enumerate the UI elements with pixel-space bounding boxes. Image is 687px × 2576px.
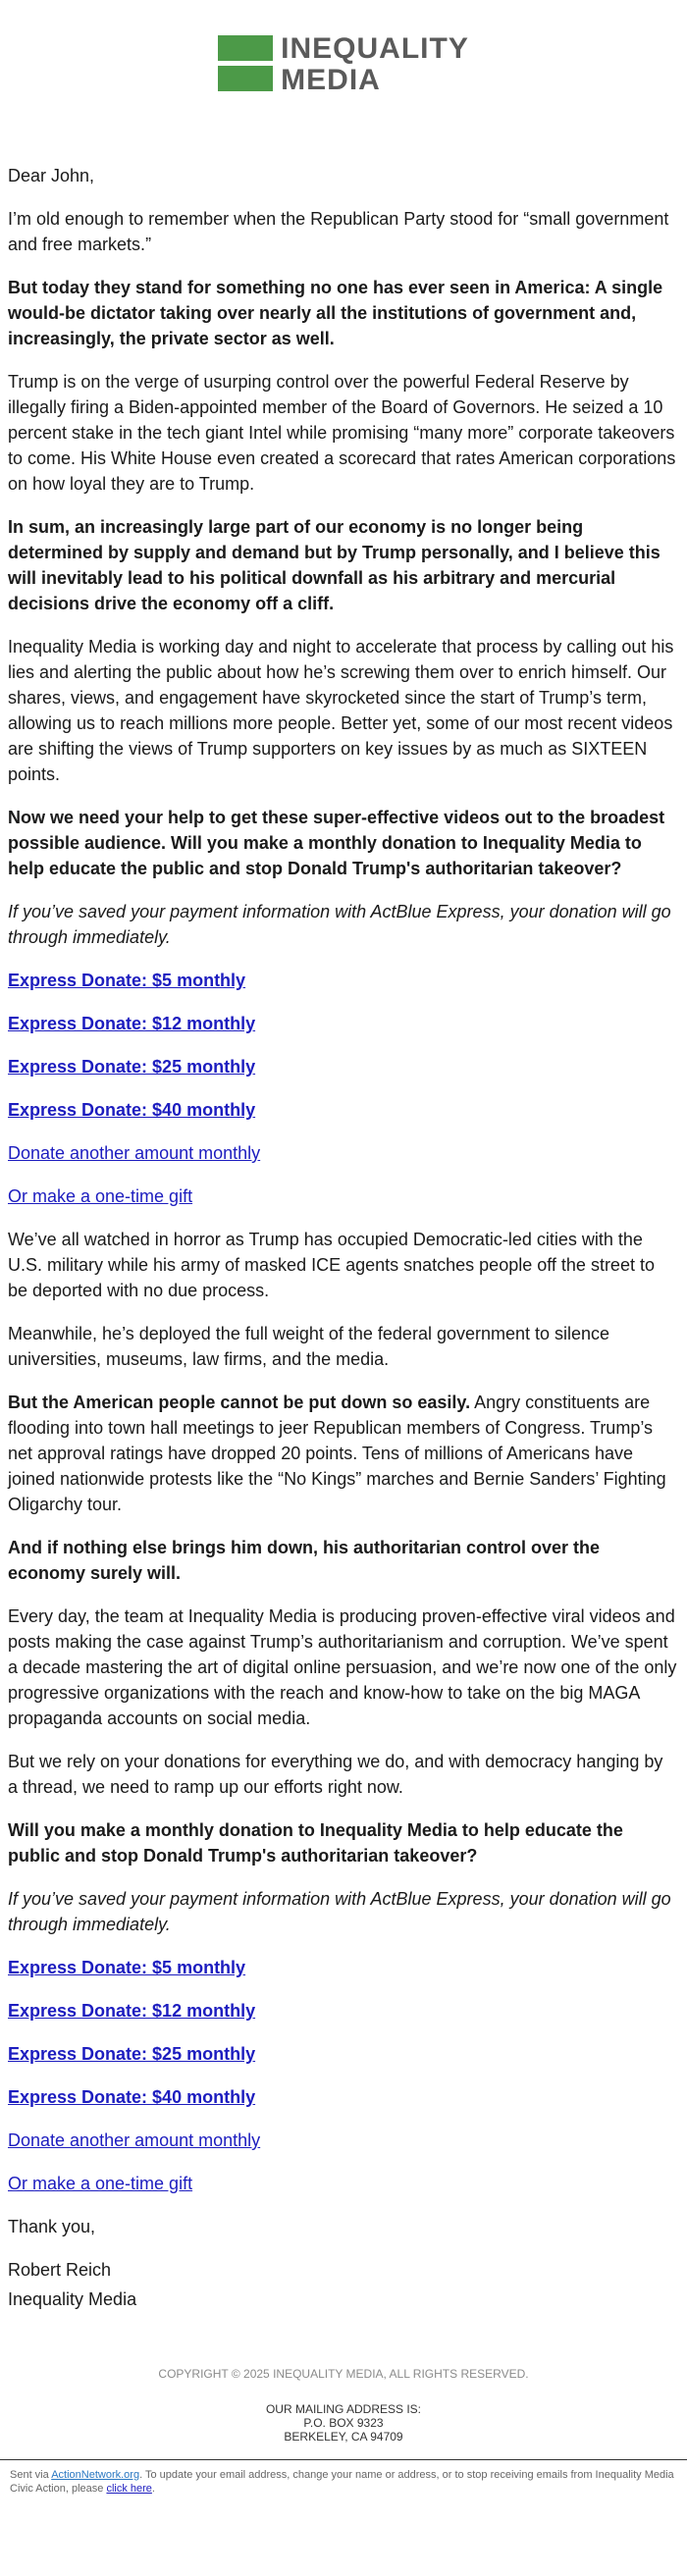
- header-logo: [0, 0, 687, 108]
- express-donate-12-link-2[interactable]: Express Donate: $12 monthly: [8, 2001, 256, 2021]
- express-donate-5-link[interactable]: Express Donate: $5 monthly: [8, 971, 246, 990]
- donate-block-2-item: [8, 1998, 677, 2024]
- donate-block-2-item: [8, 2171, 677, 2196]
- one-time-gift-link-2[interactable]: Or make a one-time gift: [8, 2174, 193, 2193]
- actionnetwork-link[interactable]: ActionNetwork.org: [51, 2469, 140, 2481]
- express-donate-12-link[interactable]: Express Donate: $12 monthly: [8, 1014, 256, 1033]
- paragraph-6: Now we need your help to get these super-effective videos out to the broadest possible audience. Will you make a monthly donation to Inequality Media to help educate the public and stop Donald Trump's authoritarian takeover?: [8, 808, 665, 878]
- logo-text: [281, 33, 469, 96]
- donate-block-1-item: [8, 1183, 677, 1209]
- sent-via-end: .: [151, 2483, 155, 2495]
- logo-line2: MEDIA: [281, 64, 381, 96]
- city-line: BERKELEY, CA 94709: [284, 2430, 403, 2444]
- express-donate-25-link-2[interactable]: Express Donate: $25 monthly: [8, 2044, 256, 2064]
- logo-line1: INEQUALITY: [281, 32, 469, 65]
- paragraph-1: I’m old enough to remember when the Republican Party stood for “small government and free markets.”: [8, 209, 669, 254]
- sent-via-bar: [0, 2459, 687, 2513]
- express-donate-5-link-2[interactable]: Express Donate: $5 monthly: [8, 1958, 246, 1977]
- mailing-address: [0, 2402, 687, 2444]
- email-footer: [0, 2367, 687, 2444]
- po-box: P.O. BOX 9323: [303, 2416, 384, 2430]
- click-here-link[interactable]: click here: [106, 2483, 152, 2495]
- sent-via-prefix: Sent via: [10, 2469, 52, 2481]
- one-time-gift-link[interactable]: Or make a one-time gift: [8, 1186, 193, 1206]
- paragraph-10: [8, 1390, 677, 1517]
- paragraph-10-rest: Angry constituents are flooding into town hall meetings to jeer Republican members of Congress. Trump’s net approval ratings have dropped 20 points. Tens of millions of Americans have joined nationwide protests like the “No Kings” marches and Bernie Sanders’ Fighting Oligarchy tour.: [8, 1393, 666, 1514]
- logo-bar-top: [218, 35, 273, 61]
- mailing-label: OUR MAILING ADDRESS IS:: [265, 2402, 422, 2416]
- express-donate-40-link[interactable]: Express Donate: $40 monthly: [8, 1100, 256, 1120]
- paragraph-10-bold: But the American people cannot be put down so easily.: [8, 1393, 471, 1412]
- paragraph-7: If you’ve saved your payment information with ActBlue Express, your donation will go through immediately.: [8, 902, 671, 947]
- inequality-media-logo: [218, 33, 469, 96]
- donate-other-amount-link-2[interactable]: Donate another amount monthly: [8, 2130, 261, 2150]
- paragraph-11: And if nothing else brings him down, his authoritarian control over the economy surely will.: [8, 1538, 601, 1583]
- donate-other-amount-link[interactable]: Donate another amount monthly: [8, 1143, 261, 1163]
- donate-block-1-item: [8, 968, 677, 993]
- paragraph-12: Every day, the team at Inequality Media is producing proven-effective viral videos and posts making the case against Trump’s authoritarianism and corruption. We’ve spent a decade mastering the art of digital online persuasion, and we’re now one of the only progressive organizations with the reach and know-how to take on the big MAGA propaganda accounts on social media.: [8, 1606, 677, 1728]
- paragraph-9: Meanwhile, he’s deployed the full weight of the federal government to silence universities, museums, law firms, and the media.: [8, 1324, 610, 1369]
- signature: [8, 2257, 677, 2312]
- signature-org: Inequality Media: [8, 2289, 137, 2309]
- donate-block-2-item: [8, 1955, 677, 1980]
- closing: Thank you,: [8, 2217, 96, 2236]
- greeting: Dear John,: [8, 166, 95, 185]
- donate-block-2-item: [8, 2041, 677, 2067]
- donate-block-1-item: [8, 1054, 677, 1079]
- donate-block-1-item: [8, 1011, 677, 1036]
- signature-name: Robert Reich: [8, 2260, 112, 2280]
- logo-bars-icon: [218, 33, 273, 91]
- logo-bar-bottom: [218, 66, 273, 91]
- paragraph-3: Trump is on the verge of usurping control over the powerful Federal Reserve by illegally firing a Biden-appointed member of the Board of Governors. He seized a 10 percent stake in the tech giant Intel while promising “many more” corporate takeovers to come. His White House even created a scorecard that rates American corporations on how loyal they are to Trump.: [8, 372, 676, 494]
- paragraph-15: If you’ve saved your payment information with ActBlue Express, your donation will go through immediately.: [8, 1889, 671, 1934]
- express-donate-40-link-2[interactable]: Express Donate: $40 monthly: [8, 2087, 256, 2107]
- paragraph-8: We’ve all watched in horror as Trump has occupied Democratic-led cities with the U.S. military while his army of masked ICE agents snatches people off the street to be deported with no due process.: [8, 1230, 655, 1300]
- letter-content: [0, 108, 687, 2312]
- paragraph-4: In sum, an increasingly large part of our economy is no longer being determined by supply and demand but by Trump personally, and I believe this will inevitably lead to his political downfall as his arbitrary and mercurial decisions drive the economy off a cliff.: [8, 517, 661, 613]
- donate-block-1-item: [8, 1140, 677, 1166]
- paragraph-5: Inequality Media is working day and night to accelerate that process by calling out his lies and alerting the public about how he’s screwing them over to enrich himself. Our shares, views, and engagement have skyrocketed since the start of Trump’s term, allowing us to reach millions more people. Better yet, some of our most recent videos are shifting the views of Trump supporters on key issues by as much as SIXTEEN points.: [8, 637, 674, 784]
- paragraph-13: But we rely on your donations for everything we do, and with democracy hanging by a thread, we need to ramp up our efforts right now.: [8, 1752, 663, 1797]
- donate-block-1-item: [8, 1097, 677, 1123]
- donate-block-2-item: [8, 2128, 677, 2153]
- sent-via-middle: . To update your email address, change your name or address, or to stop receiving emails from Inequality Media Civic Action, please: [10, 2469, 674, 2495]
- express-donate-25-link[interactable]: Express Donate: $25 monthly: [8, 1057, 256, 1077]
- paragraph-2: But today they stand for something no one has ever seen in America: A single would-be dictator taking over nearly all the institutions of government and, increasingly, the private sector as well.: [8, 278, 663, 348]
- paragraph-14: Will you make a monthly donation to Inequality Media to help educate the public and stop Donald Trump's authoritarian takeover?: [8, 1820, 623, 1866]
- copyright-text: COPYRIGHT © 2025 INEQUALITY MEDIA, ALL RIGHTS RESERVED.: [158, 2367, 529, 2381]
- donate-block-2-item: [8, 2084, 677, 2110]
